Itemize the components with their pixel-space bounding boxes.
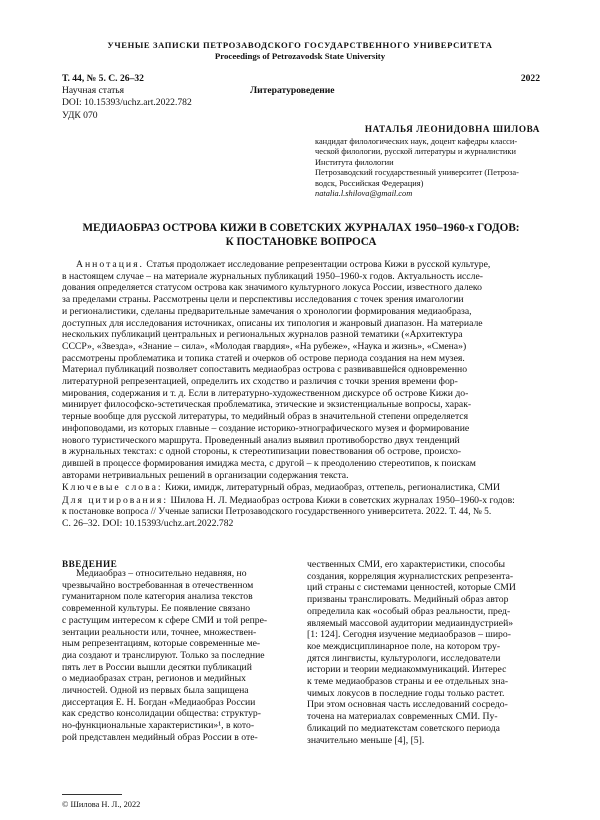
abstract-line: доступных для исследования источниках, описаны их типология и жанровый диапазон. На материале bbox=[62, 317, 483, 329]
paragraph-line: диссертация Е. Н. Богдан «Медиаобраз России bbox=[62, 696, 256, 708]
abstract-text: Статья продолжает исследование репрезентации острова Кижи в русской культуре, bbox=[143, 259, 491, 270]
citation-label: Для цитирования: bbox=[62, 495, 169, 507]
abstract-line: авторами нетривиальных решений в организации содержания текста. bbox=[62, 469, 349, 481]
footer-divider bbox=[62, 794, 122, 795]
section-label: Литературоведение bbox=[250, 85, 335, 96]
doi[interactable]: DOI: 10.15393/uchz.art.2022.782 bbox=[62, 97, 192, 109]
journal-subtitle: Proceedings of Petrozavodsk State University bbox=[214, 51, 386, 61]
article-meta bbox=[62, 73, 282, 122]
abstract-body bbox=[62, 271, 540, 482]
article-title-line: МЕДИАОБРАЗ ОСТРОВА КИЖИ В СОВЕТСКИХ ЖУРНАЛАХ 1950–1960-х ГОДОВ: bbox=[82, 222, 520, 234]
article-title-line: К ПОСТАНОВКЕ ВОПРОСА bbox=[225, 236, 377, 248]
paragraph-line: диа создают и транслируют. Только за последние bbox=[62, 649, 265, 661]
article-title bbox=[62, 221, 540, 249]
intro-right-column bbox=[307, 559, 540, 746]
journal-title: УЧЕНЫЕ ЗАПИСКИ ПЕТРОЗАВОДСКОГО ГОСУДАРСТВЕННОГО УНИВЕРСИТЕТА bbox=[107, 40, 493, 50]
paragraph-line: современной культуры. Ее появление связано bbox=[62, 603, 251, 615]
paragraph-line: гуманитарном поле категория анализа текстов bbox=[62, 591, 253, 603]
abstract-line: нового туристического маршрута. Проведенный анализ выявил противоборство двух тенденций bbox=[62, 434, 460, 446]
volume-pages: Т. 44, № 5. С. 26–32 bbox=[62, 73, 144, 84]
paragraph-line: кое междисциплинарное поле, на котором тру- bbox=[307, 640, 501, 652]
paragraph-line: личностей. Одной из первых была защищена bbox=[62, 685, 249, 697]
paragraph-line: ным репрезентациям, которые современные ме- bbox=[62, 638, 261, 650]
paragraph-line: как средство консолидации общества: структур- bbox=[62, 708, 261, 720]
abstract-line: литературной репрезентацией, определить их сходство и различия с точки зрения времени фор- bbox=[62, 376, 458, 388]
abstract-line: дования определяется статусом острова как значимого культурного локуса России, известного далеко bbox=[62, 282, 482, 294]
paragraph-line: но-функциональные характеристики»¹, в кото- bbox=[62, 720, 255, 732]
abstract-line: в журнальных текстах: с одной стороны, к стереотипизации повествования об острове, происхо- bbox=[62, 446, 462, 458]
paragraph-line: чественных СМИ, его характеристики, способы bbox=[307, 559, 506, 570]
abstract-line: и регионалистики, сделаны предварительные замечания о хронологии формирования медиаобраза, bbox=[62, 305, 472, 317]
abstract-line: рассмотрены проблематика и топика статей и очерков об острове периода создания на нем музея. bbox=[62, 352, 465, 364]
author-affiliation-line: Института филологии bbox=[315, 157, 394, 167]
journal-header bbox=[0, 40, 600, 62]
udc: УДК 070 bbox=[62, 109, 98, 121]
abstract-line: нескольких публикаций центральных и региональных журналов разной тематики («Архитектура bbox=[62, 329, 463, 341]
keywords bbox=[62, 482, 540, 494]
paragraph-line: пять лет в России вышли десятки публикаций bbox=[62, 661, 252, 673]
author-affiliation-line: кандидат филологических наук, доцент кафедры класси- bbox=[315, 137, 518, 146]
paragraph-line: о медиаобразах стран, регионов и медийных bbox=[62, 673, 247, 685]
keywords-text: Кижи, имидж, литературный образ, медиаобраз, оттепель, регионалистика, СМИ bbox=[162, 482, 501, 494]
abstract-label: Аннотация. bbox=[76, 259, 144, 270]
section-heading-introduction: ВВЕДЕНИЕ bbox=[62, 559, 118, 569]
abstract-line: СССР», «Звезда», «Знание – сила», «Молодая гвардия», «На рубеже», «Наука и жизнь», «Смена») bbox=[62, 340, 467, 352]
paragraph-line: истории и теории медиакоммуникаций. Интерес bbox=[307, 664, 507, 676]
paragraph-line: точена на материалах современных СМИ. Пу- bbox=[307, 711, 498, 723]
citation bbox=[62, 495, 540, 507]
copyright: © Шилова Н. Л., 2022 bbox=[62, 800, 141, 809]
citation-text: Шилова Н. Л. Медиаобраз острова Кижи в советских журналах 1950–1960-х годов: bbox=[168, 495, 515, 507]
article-type: Научная статья bbox=[62, 85, 125, 97]
abstract-line: минирует философско-эстетическая проблематика, этические и экзистенциальные вопросы, харак- bbox=[62, 399, 472, 411]
paragraph-line: являемый массовой аудитории медиаиндустрией» bbox=[307, 617, 514, 629]
intro-left-column bbox=[62, 568, 292, 744]
citation-line: С. 26–32. DOI: 10.15393/uchz.art.2022.782 bbox=[62, 518, 234, 530]
paragraph-line: призваны транслировать. Медийный образ автор bbox=[307, 594, 509, 606]
paragraph-line: с растущим интересом к сфере СМИ и той репре- bbox=[62, 614, 268, 626]
abstract-line: в настоящем случае – на материале журнальных публикаций 1950–1960-х годов. Актуальность иссле- bbox=[62, 270, 483, 282]
abstract bbox=[62, 259, 540, 530]
abstract-line: инфоповодами, из которых главные – создание историко-этнографического музея и формирование bbox=[62, 422, 470, 434]
author-email[interactable]: natalia.l.shilova@gmail.com bbox=[315, 189, 413, 199]
author-affiliation-line: водск, Российская Федерация) bbox=[315, 178, 424, 188]
author-affiliation-line: ческой филологии, русской литературы и журналистики bbox=[315, 147, 516, 157]
abstract-line: за пределами страны. Рассмотрены цели и перспективы исследования с точек зрения имагологии bbox=[62, 294, 464, 306]
abstract-line: Материал публикаций позволяет сопоставить медиаобраз острова с развивавшейся одновременно bbox=[62, 364, 468, 376]
paragraph-line: чрезвычайно востребованная в отечественном bbox=[62, 579, 254, 591]
paragraph-line: зентации реальности или, точнее, множествен- bbox=[62, 626, 257, 638]
paragraph-line: дятся лингвисты, культурологи, исследователи bbox=[307, 652, 501, 664]
author-affiliation-line: Петрозаводский государственный университет (Петроза- bbox=[315, 168, 519, 178]
abstract-line: терные вообще для русской литературы, то медийный образ в значительной степени определяется bbox=[62, 411, 469, 423]
paragraph-line: Медиаобраз – относительно недавняя, но bbox=[76, 568, 247, 579]
author-name: НАТАЛЬЯ ЛЕОНИДОВНА ШИЛОВА bbox=[364, 124, 540, 134]
author-block bbox=[315, 123, 540, 199]
paragraph-line: рой представлен медийный образ России в оте- bbox=[62, 731, 258, 743]
paragraph-line: создания, корреляция журналистских репрезента- bbox=[307, 570, 514, 582]
abstract-first-line bbox=[62, 259, 540, 271]
year: 2022 bbox=[520, 73, 540, 84]
paragraph-line: определила как «особый образ реальности, пред- bbox=[307, 605, 511, 617]
paragraph-line: значительно меньше [4], [5]. bbox=[307, 734, 425, 746]
citation-line: к постановке вопроса // Ученые записки Петрозаводского государственного университета. 2022. Т. 44, № 5. bbox=[62, 506, 492, 517]
paragraph-line: чимых локусов в последние годы только растет. bbox=[307, 687, 505, 699]
paragraph-line: к теме медиаобразов страны и ее отдельных зна- bbox=[307, 676, 509, 688]
paragraph-line: ций страны с системами ценностей, которые СМИ bbox=[307, 582, 516, 594]
paragraph-line: При этом основная часть исследований сосредо- bbox=[307, 699, 508, 711]
abstract-line: дившей в процессе формирования имиджа места, с другой – к преодолению стереотипов, к поискам bbox=[62, 457, 476, 469]
paragraph-line: [1: 124]. Сегодня изучение медиаобразов – широ- bbox=[307, 629, 511, 641]
paragraph-line: бликаций по медиатекстам советского периода bbox=[307, 722, 500, 734]
keywords-label: Ключевые слова: bbox=[62, 482, 163, 494]
abstract-line: мирования, содержания и т. д. Если в литературно-художественном дискурсе об острове Кижи до- bbox=[62, 387, 469, 399]
